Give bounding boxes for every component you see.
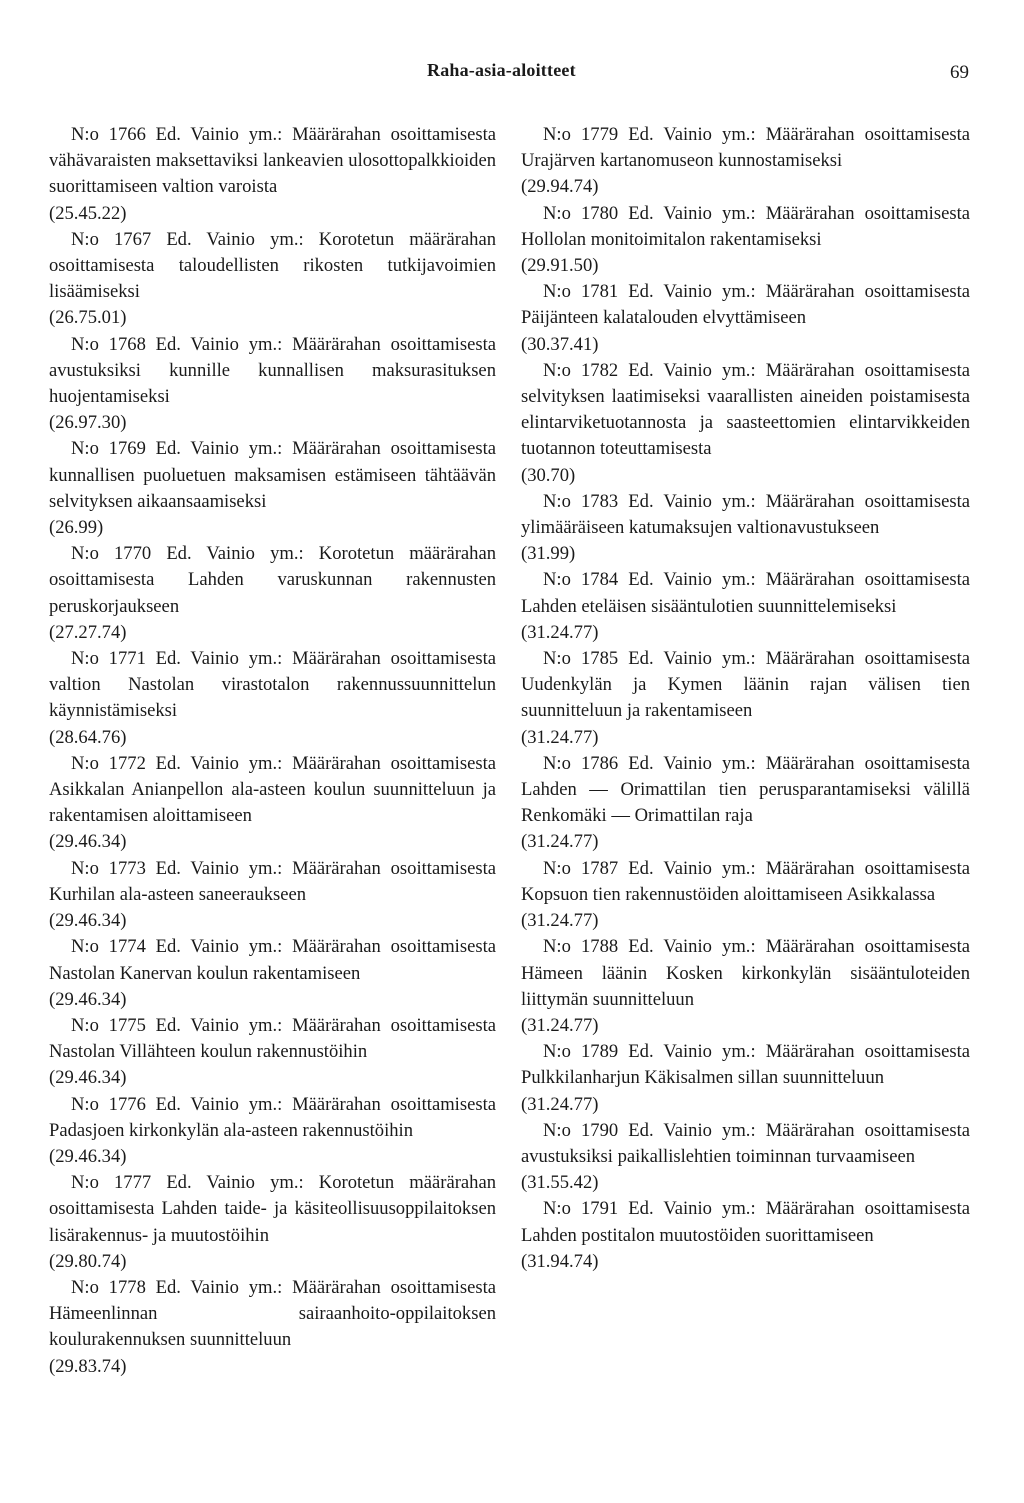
motion-number: N:o 1788 Ed. Vainio ym.: xyxy=(543,936,756,958)
motion-entry xyxy=(521,934,970,1039)
budget-item-code: (31.24.77) xyxy=(521,910,599,932)
motion-description: Määrärahan osoittamisesta valtion Nastolan virastotalon rakennussuunnittelun käynnistämiseksi xyxy=(49,648,496,722)
motion-description: Määrärahan osoittamisesta Lahden — Orimattilan tien perusparantamiseksi välillä Renkomäki — Orimattilan raja xyxy=(521,752,970,827)
motion-text xyxy=(521,201,970,253)
motion-number: N:o 1767 Ed. Vainio ym.: xyxy=(71,228,304,250)
budget-item-code: (25.45.22) xyxy=(49,202,127,224)
budget-item-code: (31.55.42) xyxy=(521,1172,599,1194)
motion-number: N:o 1779 Ed. Vainio ym.: xyxy=(543,124,756,145)
motion-number: N:o 1790 Ed. Vainio ym.: xyxy=(543,1119,756,1141)
budget-item-code: (29.80.74) xyxy=(49,1250,127,1272)
motion-entry xyxy=(521,1039,970,1118)
motion-entry xyxy=(49,122,496,227)
motion-text xyxy=(49,934,496,986)
motion-number: N:o 1776 Ed. Vainio ym.: xyxy=(71,1093,283,1115)
motion-entry xyxy=(521,201,970,280)
motion-number: N:o 1766 Ed. Vainio ym.: xyxy=(71,124,283,145)
motion-description: Määrärahan osoittamisesta selvityksen laatimiseksi vaarallisten aineiden poistamisesta elintarviketuotannosta ja saasteettomien elintarvikkeiden tuotannon toteuttamisesta xyxy=(521,359,970,460)
budget-item-code: (31.24.77) xyxy=(521,831,599,853)
motion-number: N:o 1778 Ed. Vainio ym.: xyxy=(71,1276,283,1298)
motion-entry xyxy=(49,1013,496,1092)
motion-description: Määrärahan osoittamisesta Kurhilan ala-asteen saneeraukseen xyxy=(49,857,496,905)
motion-text xyxy=(49,856,496,908)
motion-description: Määrärahan osoittamisesta Lahden postitalon muutostöiden suorittamiseen xyxy=(521,1198,970,1246)
motion-number: N:o 1782 Ed. Vainio ym.: xyxy=(543,359,756,381)
motion-text xyxy=(521,1118,970,1170)
motion-number: N:o 1781 Ed. Vainio ym.: xyxy=(543,281,756,303)
motion-number: N:o 1787 Ed. Vainio ym.: xyxy=(543,857,756,879)
motion-number: N:o 1771 Ed. Vainio ym.: xyxy=(71,648,283,670)
motion-description: Määrärahan osoittamisesta Urajärven kartanomuseon kunnostamiseksi xyxy=(521,124,970,172)
budget-item-code: (30.37.41) xyxy=(521,333,599,355)
motion-entry xyxy=(49,751,496,856)
motion-description: Määrärahan osoittamisesta kunnallisen puoluetuen maksamisen estämiseen tähtäävän selvityksen aikaansaamiseksi xyxy=(49,438,496,512)
motion-description: Määrärahan osoittamisesta Päijänteen kalatalouden elvyttämiseen xyxy=(521,281,970,329)
budget-item-code: (31.24.77) xyxy=(521,726,599,748)
motion-text xyxy=(521,122,970,174)
motion-number: N:o 1786 Ed. Vainio ym.: xyxy=(543,752,756,774)
motion-entry xyxy=(521,751,970,856)
motion-number: N:o 1785 Ed. Vainio ym.: xyxy=(543,648,756,670)
motion-description: Määrärahan osoittamisesta Kopsuon tien rakennustöiden aloittamiseen Asikkalassa xyxy=(521,857,970,905)
motion-description: Määrärahan osoittamisesta Uudenkylän ja Kymen läänin rajan välisen tien suunnitteluun ja rakentamiseen xyxy=(521,648,970,722)
motion-entry xyxy=(49,934,496,1013)
motion-number: N:o 1775 Ed. Vainio ym.: xyxy=(71,1014,283,1036)
motion-entry xyxy=(49,1275,496,1380)
motion-number: N:o 1784 Ed. Vainio ym.: xyxy=(543,569,756,591)
motion-description: Määrärahan osoittamisesta Lahden eteläisen sisääntulotien suunnittelemiseksi xyxy=(521,569,970,617)
budget-item-code: (29.46.34) xyxy=(49,910,127,932)
motion-text xyxy=(521,1039,970,1091)
budget-item-code: (29.91.50) xyxy=(521,255,599,277)
budget-item-code: (29.94.74) xyxy=(521,176,599,198)
motion-entry xyxy=(521,122,970,201)
motion-text xyxy=(521,489,970,541)
motion-description: Määrärahan osoittamisesta Asikkalan Anianpellon ala-asteen koulun suunnitteluun ja rakentamisen aloittamiseen xyxy=(49,752,496,827)
motion-number: N:o 1769 Ed. Vainio ym.: xyxy=(71,438,283,460)
motion-entry xyxy=(521,1196,970,1275)
motion-text xyxy=(521,358,970,463)
budget-item-code: (29.83.74) xyxy=(49,1355,127,1377)
motion-text xyxy=(49,122,496,201)
budget-item-code: (26.75.01) xyxy=(49,307,127,329)
motion-number: N:o 1768 Ed. Vainio ym.: xyxy=(71,333,283,355)
motion-text xyxy=(521,1196,970,1248)
motion-text xyxy=(49,227,496,306)
budget-item-code: (31.24.77) xyxy=(521,621,599,643)
motion-number: N:o 1772 Ed. Vainio ym.: xyxy=(71,752,283,774)
budget-item-code: (27.27.74) xyxy=(49,621,127,643)
motion-entry xyxy=(521,489,970,568)
motion-text xyxy=(521,856,970,908)
motion-entry xyxy=(521,646,970,751)
motion-entry xyxy=(49,646,496,751)
budget-item-code: (28.64.76) xyxy=(49,726,127,748)
motion-entry xyxy=(521,856,970,935)
motion-number: N:o 1783 Ed. Vainio ym.: xyxy=(543,490,756,512)
motion-description: Korotetun määrärahan osoittamisesta Lahden varuskunnan rakennusten peruskorjaukseen xyxy=(49,543,496,617)
motion-text xyxy=(49,541,496,620)
motion-number: N:o 1773 Ed. Vainio ym.: xyxy=(71,857,283,879)
budget-item-code: (30.70) xyxy=(521,464,576,486)
motion-text xyxy=(521,279,970,331)
motion-number: N:o 1789 Ed. Vainio ym.: xyxy=(543,1041,756,1063)
motion-description: Määrärahan osoittamisesta vähävaraisten maksettaviksi lankeavien ulosottopalkkioiden suorittamiseen valtion varoista xyxy=(49,124,496,198)
motion-text xyxy=(49,1092,496,1144)
motion-entry xyxy=(521,1118,970,1197)
motion-number: N:o 1780 Ed. Vainio ym.: xyxy=(543,202,756,224)
motion-entry xyxy=(49,332,496,437)
motion-entry xyxy=(521,358,970,489)
motion-description: Määrärahan osoittamisesta Nastolan Kanervan koulun rakentamiseen xyxy=(49,936,496,984)
budget-item-code: (29.46.34) xyxy=(49,831,127,853)
motion-entry xyxy=(49,1170,496,1275)
motion-number: N:o 1770 Ed. Vainio ym.: xyxy=(71,543,304,565)
motion-number: N:o 1791 Ed. Vainio ym.: xyxy=(543,1198,756,1220)
motion-entry xyxy=(521,279,970,358)
motion-number: N:o 1777 Ed. Vainio ym.: xyxy=(71,1172,304,1194)
budget-item-code: (26.99) xyxy=(49,517,104,539)
motion-description: Määrärahan osoittamisesta Padasjoen kirkonkylän ala-asteen rakennustöihin xyxy=(49,1093,496,1141)
motion-text xyxy=(521,934,970,1013)
motion-entry xyxy=(49,856,496,935)
page-number: 69 xyxy=(950,62,969,83)
motion-text xyxy=(49,751,496,830)
budget-item-code: (26.97.30) xyxy=(49,412,127,434)
motion-description: Määrärahan osoittamisesta avustuksiksi kunnille kunnallisen maksurasituksen huojentamiseksi xyxy=(49,333,496,408)
motion-text xyxy=(49,436,496,515)
budget-item-code: (29.46.34) xyxy=(49,1145,127,1167)
motion-description: Määrärahan osoittamisesta Pulkkilanharjun Käkisalmen sillan suunnitteluun xyxy=(521,1041,970,1089)
motion-entry xyxy=(521,567,970,646)
budget-item-code: (31.99) xyxy=(521,543,576,565)
motion-entry xyxy=(49,1092,496,1171)
motion-entry xyxy=(49,541,496,646)
motion-description: Määrärahan osoittamisesta Hämeen läänin Kosken kirkonkylän sisääntuloteiden liittymän suunnitteluun xyxy=(521,936,970,1010)
motion-text xyxy=(49,1013,496,1065)
motion-description: Määrärahan osoittamisesta Nastolan Villähteen koulun rakennustöihin xyxy=(49,1014,496,1063)
motion-text xyxy=(521,567,970,619)
budget-item-code: (29.46.34) xyxy=(49,988,127,1010)
motion-text xyxy=(521,646,970,725)
motion-description: Määrärahan osoittamisesta Hollolan monitoimitalon rakentamiseksi xyxy=(521,202,970,250)
motion-number: N:o 1774 Ed. Vainio ym.: xyxy=(71,936,283,958)
motion-description: Korotetun määrärahan osoittamisesta taloudellisten rikosten tutkijavoimien lisäämiseksi xyxy=(49,228,496,303)
motion-description: Määrärahan osoittamisesta ylimääräiseen katumaksujen valtionavustukseen xyxy=(521,490,970,539)
running-head: Raha-asia-aloitteet xyxy=(427,60,576,80)
motion-entry xyxy=(49,227,496,332)
budget-item-code: (31.24.77) xyxy=(521,1093,599,1115)
motion-text xyxy=(49,1275,496,1354)
budget-item-code: (31.94.74) xyxy=(521,1250,599,1272)
motion-text xyxy=(49,1170,496,1249)
motion-entry xyxy=(49,436,496,541)
motion-text xyxy=(49,332,496,411)
motion-description: Korotetun määrärahan osoittamisesta Lahden taide- ja käsiteollisuusoppilaitoksen lisärakennus- ja muutostöihin xyxy=(49,1172,496,1246)
left-column xyxy=(49,122,496,1380)
budget-item-code: (29.46.34) xyxy=(49,1067,127,1089)
motion-text xyxy=(521,751,970,830)
motion-text xyxy=(49,646,496,725)
budget-item-code: (31.24.77) xyxy=(521,1014,599,1036)
right-column xyxy=(521,122,970,1275)
motion-description: Määrärahan osoittamisesta Hämeenlinnan sairaanhoito-oppilaitoksen koulurakennuksen suunnitteluun xyxy=(49,1276,496,1351)
motion-description: Määrärahan osoittamisesta avustuksiksi paikallislehtien toiminnan turvaamiseen xyxy=(521,1119,970,1167)
